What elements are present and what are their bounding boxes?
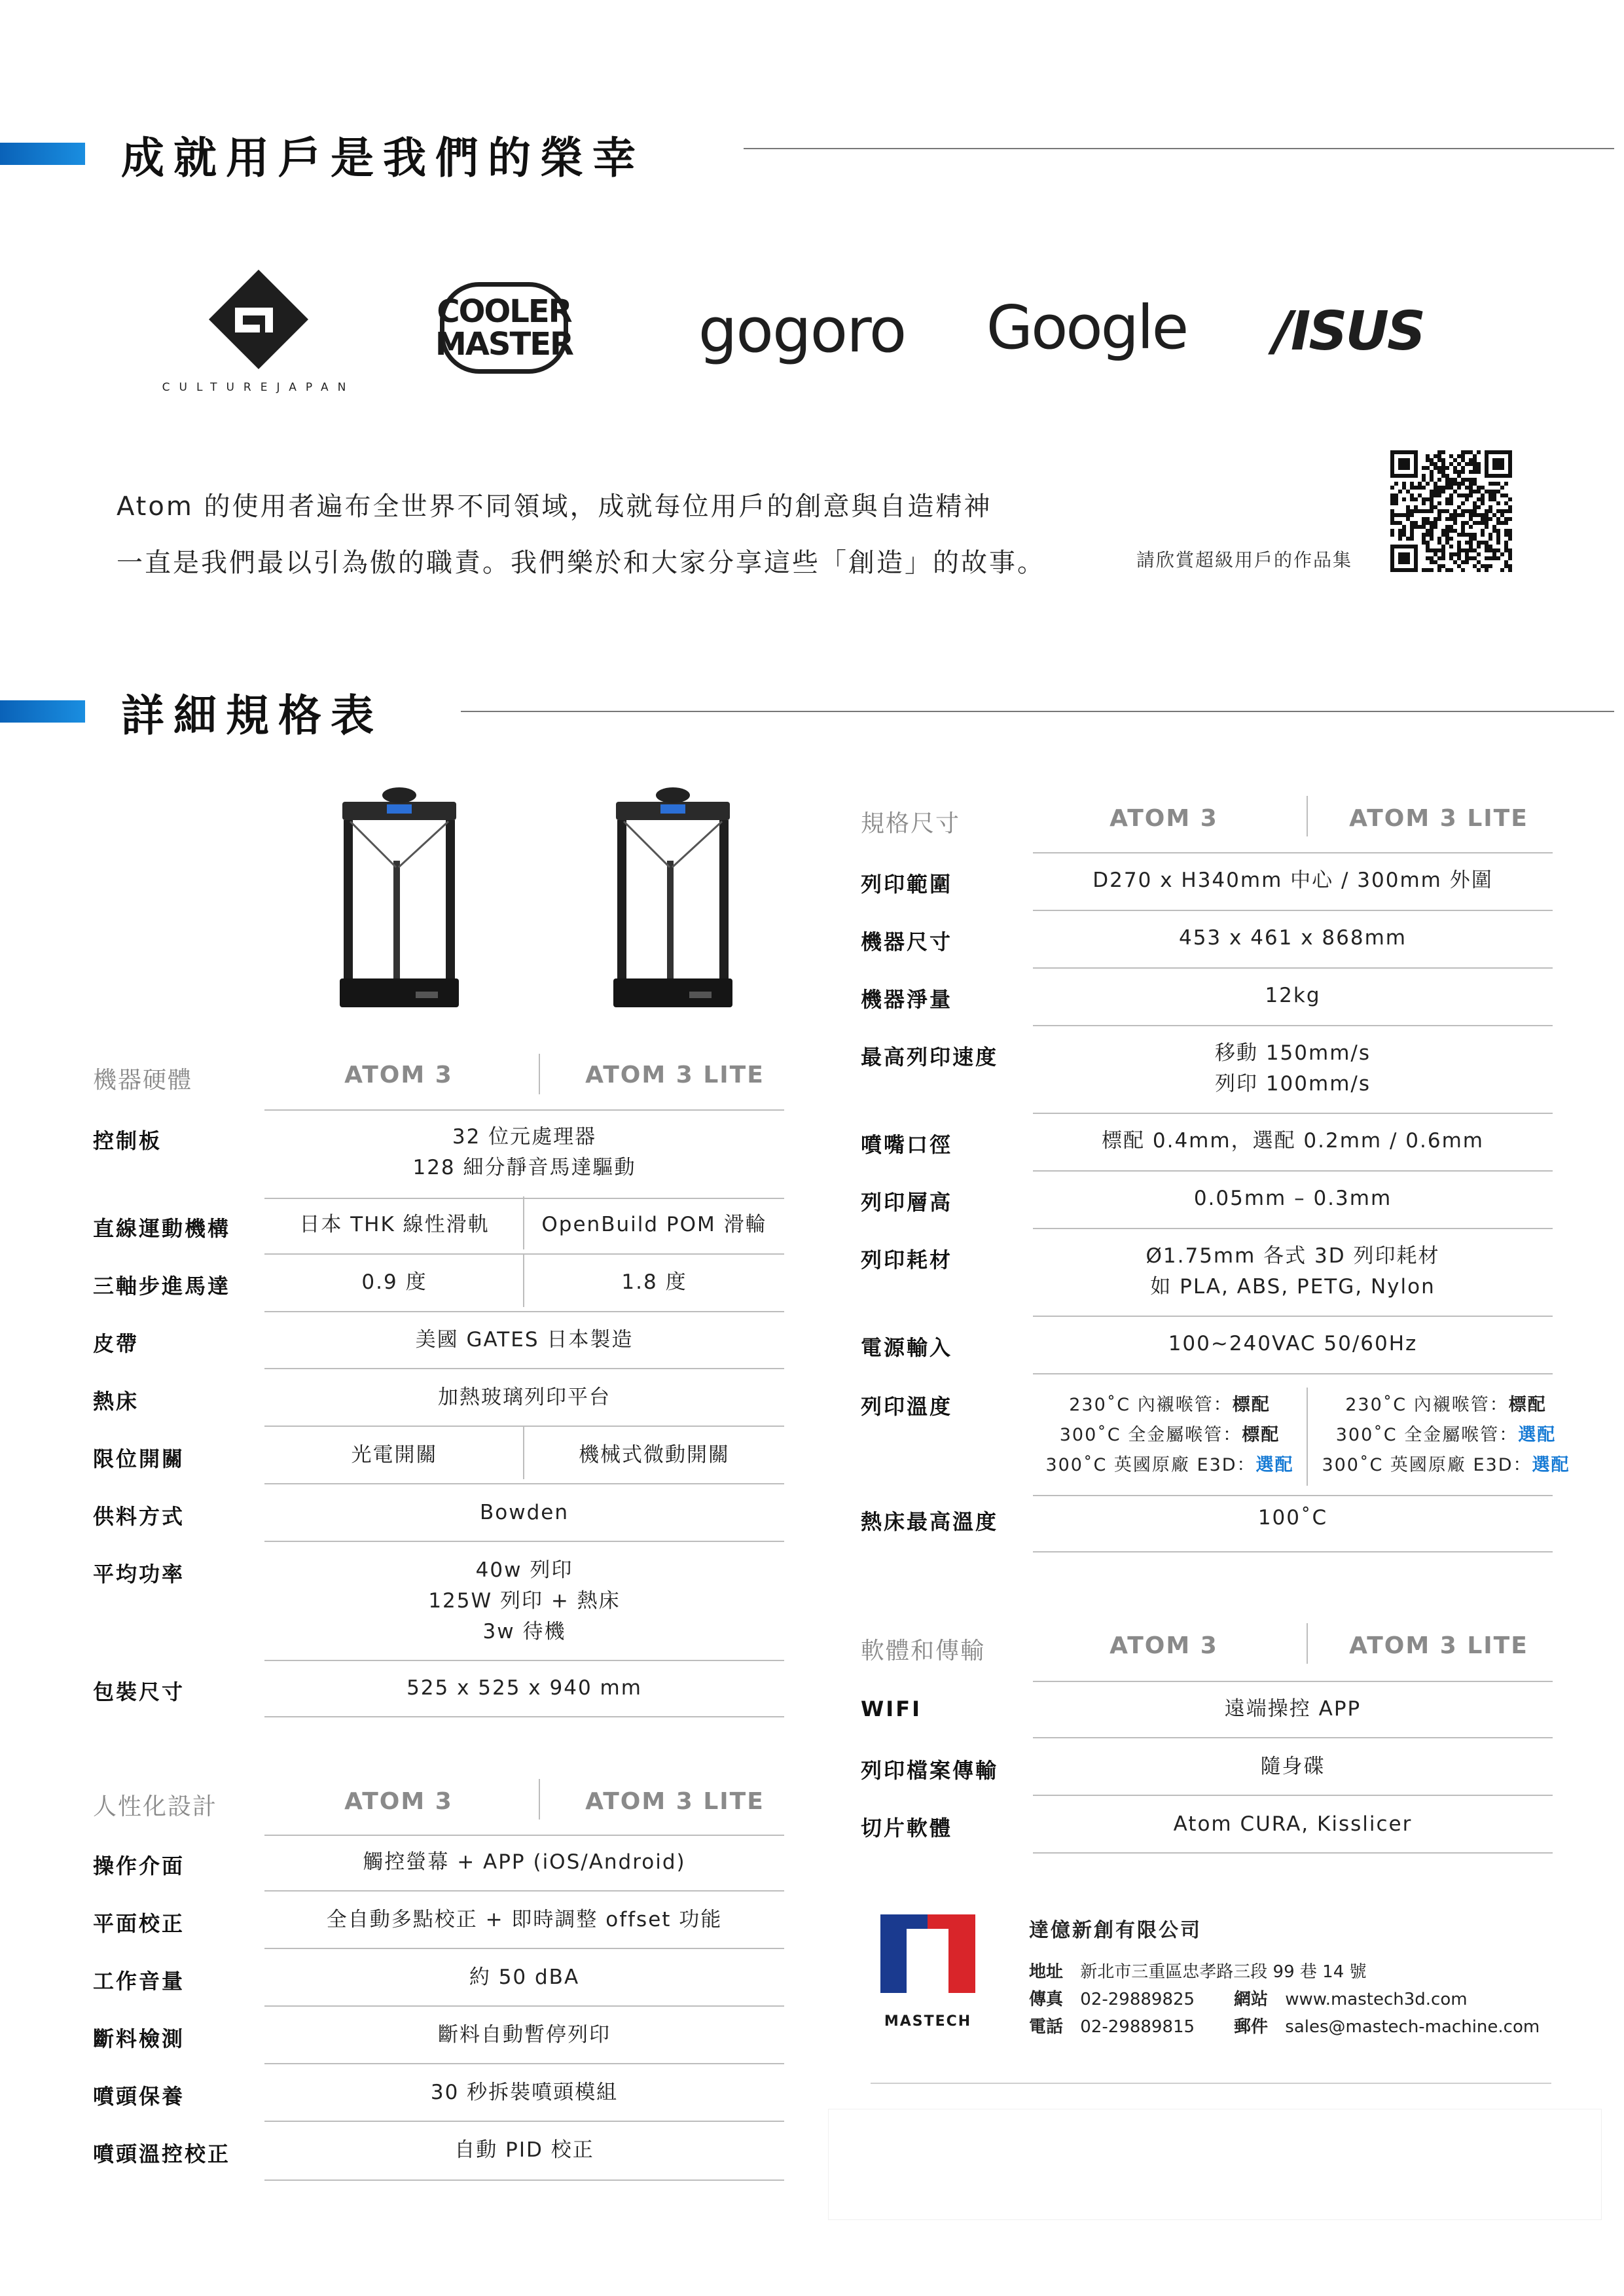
qr-caption: 請欣賞超級用戶的作品集	[1136, 549, 1353, 571]
spec-label: 皮帶	[93, 1331, 139, 1356]
row-rule	[264, 1426, 784, 1427]
phone-value: 02-29889815	[1080, 2017, 1195, 2037]
website-link[interactable]: www.mastech3d.com	[1285, 1990, 1468, 2009]
spec-value: 100~240VAC 50/60Hz	[1168, 1332, 1418, 1355]
row-rule	[1033, 1316, 1553, 1317]
address-label: 地址	[1029, 1962, 1064, 1982]
spec-label: 三軸步進馬達	[93, 1274, 231, 1299]
spec-label: 控制板	[93, 1128, 162, 1153]
atom3-lite-printer-image	[611, 782, 735, 1011]
company-address	[1029, 1958, 1367, 1982]
spec-value: 美國 GATES 日本製造	[415, 1328, 634, 1352]
spec-label: 列印耗材	[861, 1247, 953, 1272]
website-label: 網站	[1234, 1990, 1269, 2009]
spec-value: D270 x H340mm 中心 / 300mm 外圍	[1092, 869, 1493, 892]
col-divider	[1307, 1388, 1308, 1486]
section-accent-bar	[0, 143, 85, 165]
spec-value: Ø1.75mm 各式 3D 列印耗材 如 PLA, ABS, PETG, Nylon	[1146, 1244, 1440, 1299]
row-rule	[264, 1890, 784, 1892]
mastech-logo-icon	[880, 1914, 975, 2009]
spec-value-atom3-lite: OpenBuild POM 滑輪	[541, 1213, 767, 1236]
spec-value: Bowden	[480, 1501, 569, 1524]
temp-line1-text: 230˚C 內襯喉管：	[1345, 1395, 1509, 1415]
spec-label: 切片軟體	[861, 1816, 953, 1840]
row-rule	[1033, 1495, 1553, 1496]
spec-value: 全自動多點校正 + 即時調整 offset 功能	[326, 1908, 723, 1931]
col-divider	[539, 1779, 540, 1820]
spec-value: 32 位元處理器 128 細分靜音馬達驅動	[412, 1125, 636, 1179]
spec-value: 525 x 525 x 940 mm	[406, 1676, 642, 1700]
culturejapan-wordmark: CULTUREJAPAN	[162, 381, 355, 394]
email-link[interactable]: sales@mastech-machine.com	[1285, 2017, 1540, 2037]
hardware-col-atom3: ATOM 3	[344, 1062, 453, 1088]
fax-value: 02-29889825	[1080, 1990, 1195, 2009]
section-title-specs: 詳細規格表	[121, 691, 383, 741]
software-heading: 軟體和傳輸	[861, 1638, 986, 1664]
row-rule	[264, 1253, 784, 1255]
row-rule	[1033, 1373, 1553, 1374]
spec-label: 列印範圍	[861, 872, 953, 897]
row-rule	[264, 1483, 784, 1484]
spec-value: 0.05mm – 0.3mm	[1193, 1187, 1392, 1210]
temp-line2-tag: 選配	[1518, 1425, 1557, 1445]
address-value: 新北市三重區忠孝路三段 99 巷 14 號	[1080, 1962, 1367, 1982]
row-rule	[1033, 1025, 1553, 1026]
row-rule	[264, 1716, 784, 1717]
row-rule	[264, 1660, 784, 1661]
col-divider	[523, 1196, 524, 1249]
temp-line2-text: 300˚C 全金屬喉管：	[1059, 1425, 1242, 1445]
spec-value-atom3-lite: 機械式微動開關	[579, 1443, 730, 1467]
print-temp-atom3	[1033, 1390, 1307, 1480]
spec-label: 噴頭保養	[93, 2084, 185, 2109]
dimensions-heading: 規格尺寸	[861, 810, 961, 837]
company-website[interactable]	[1234, 1986, 1468, 2010]
spec-label: 直線運動機構	[93, 1216, 231, 1241]
asus-logo	[1250, 301, 1447, 361]
software-col-atom3-lite: ATOM 3 LITE	[1349, 1632, 1528, 1659]
hardware-heading: 機器硬體	[93, 1067, 193, 1094]
gogoro-logo	[694, 295, 910, 367]
hardware-col-atom3-lite: ATOM 3 LITE	[585, 1062, 765, 1088]
spec-value: 隨身碟	[1260, 1755, 1326, 1778]
spec-label: 斷料檢測	[93, 2026, 185, 2051]
spec-value: 30 秒拆裝噴頭模組	[430, 2081, 619, 2104]
col-divider	[523, 1254, 524, 1307]
temp-line3-text: 300˚C 英國原廠 E3D：	[1322, 1455, 1532, 1475]
spec-value: Atom CURA, Kisslicer	[1173, 1812, 1413, 1836]
row-rule	[264, 2121, 784, 2122]
spec-label: 限位開關	[93, 1446, 185, 1471]
qr-code-icon	[1390, 450, 1512, 572]
company-name: 達億新創有限公司	[1029, 1919, 1202, 1942]
asus-wordmark: /ISUS	[1272, 300, 1424, 363]
section-accent-bar	[0, 700, 85, 723]
spec-label: 熱床	[93, 1389, 139, 1414]
design-col-atom3: ATOM 3	[344, 1788, 453, 1815]
fax-label: 傳真	[1029, 1990, 1064, 2009]
col-divider	[1307, 796, 1308, 836]
atom3-printer-image	[337, 782, 461, 1011]
coolermaster-line1: COOLER	[437, 293, 571, 330]
dimensions-col-atom3: ATOM 3	[1110, 805, 1218, 832]
spec-label: 供料方式	[93, 1504, 185, 1529]
blank-footer-panel	[828, 2109, 1602, 2220]
row-rule	[1033, 1551, 1553, 1552]
row-rule	[1033, 1852, 1553, 1854]
temp-line1-tag: 標配	[1508, 1395, 1547, 1415]
spec-value: 12kg	[1265, 984, 1321, 1007]
row-rule	[1033, 1228, 1553, 1229]
row-rule	[1033, 1113, 1553, 1114]
qr-code[interactable]	[1390, 450, 1512, 572]
spec-value: 453 x 461 x 868mm	[1178, 926, 1407, 950]
temp-line1-text: 230˚C 內襯喉管：	[1069, 1395, 1233, 1415]
spec-label: 包裝尺寸	[93, 1679, 185, 1704]
spec-label: 平均功率	[93, 1562, 185, 1587]
spec-value: 斷料自動暫停列印	[438, 2023, 611, 2047]
row-rule	[264, 1198, 784, 1199]
spec-label: 列印檔案傳輸	[861, 1758, 999, 1783]
row-rule	[264, 1311, 784, 1312]
software-col-atom3: ATOM 3	[1110, 1632, 1218, 1659]
spec-value: 標配 0.4mm，選配 0.2mm / 0.6mm	[1102, 1129, 1484, 1153]
spec-value-atom3: 光電開關	[351, 1443, 438, 1467]
temp-line3-tag: 選配	[1255, 1455, 1294, 1475]
section-divider	[461, 711, 1614, 712]
spec-value: 約 50 dBA	[469, 1965, 580, 1989]
spec-label: 機器尺寸	[861, 929, 953, 954]
coolermaster-line2: MASTER	[435, 326, 573, 363]
row-rule	[1033, 1170, 1553, 1172]
spec-label: 平面校正	[93, 1911, 185, 1936]
intro-line-1: Atom 的使用者遍布全世界不同領域，成就每位用戶的創意與自造精神	[117, 492, 992, 522]
gogoro-wordmark: gogoro	[698, 295, 906, 367]
google-wordmark: Google	[986, 292, 1187, 363]
row-rule	[1033, 1737, 1553, 1738]
row-rule	[1033, 1681, 1553, 1682]
spec-label: 最高列印速度	[861, 1045, 999, 1069]
coolermaster-logo	[435, 278, 573, 378]
phone-label: 電話	[1029, 2017, 1064, 2037]
design-col-atom3-lite: ATOM 3 LITE	[585, 1788, 765, 1815]
spec-value: 移動 150mm/s 列印 100mm/s	[1214, 1041, 1371, 1096]
spec-label: 熱床最高溫度	[861, 1509, 999, 1534]
spec-value: 遠端操控 APP	[1224, 1697, 1362, 1721]
temp-line2-text: 300˚C 全金屬喉管：	[1335, 1425, 1519, 1445]
temp-line2-tag: 標配	[1242, 1425, 1280, 1445]
spec-value: 40w 列印 125W 列印 + 熱床 3w 待機	[428, 1558, 621, 1643]
row-rule	[1033, 852, 1553, 853]
spec-label: 列印層高	[861, 1190, 953, 1215]
row-rule	[264, 1835, 784, 1836]
col-divider	[539, 1054, 540, 1094]
spec-value-atom3-lite: 1.8 度	[621, 1270, 687, 1294]
row-rule	[1033, 967, 1553, 969]
company-fax	[1029, 1986, 1195, 2010]
spec-label: 操作介面	[93, 1854, 185, 1878]
spec-value: 觸控螢幕 + APP (iOS/Android)	[363, 1850, 686, 1874]
spec-label: 工作音量	[93, 1969, 185, 1994]
company-email[interactable]	[1234, 2013, 1540, 2037]
company-phone	[1029, 2013, 1195, 2037]
spec-label: 列印溫度	[861, 1394, 953, 1419]
row-rule	[264, 2005, 784, 2007]
spec-value: 自動 PID 校正	[454, 2138, 594, 2162]
spec-label: WIFI	[861, 1696, 922, 1721]
row-rule	[264, 1948, 784, 1949]
row-rule	[264, 2063, 784, 2064]
design-heading: 人性化設計	[93, 1793, 218, 1820]
temp-line3-text: 300˚C 英國原廠 E3D：	[1045, 1455, 1256, 1475]
col-divider	[523, 1427, 524, 1479]
print-temp-atom3-lite	[1309, 1390, 1583, 1480]
row-rule	[264, 1541, 784, 1542]
culturejapan-diamond-icon	[206, 267, 311, 372]
spec-value: 加熱玻璃列印平台	[438, 1386, 611, 1409]
spec-label: 電源輸入	[861, 1335, 953, 1360]
spec-label: 機器淨量	[861, 987, 953, 1012]
spec-label: 噴頭溫控校正	[93, 2142, 231, 2166]
footer-rule	[871, 2083, 1551, 2084]
row-rule	[264, 1368, 784, 1369]
spec-label: 噴嘴口徑	[861, 1132, 953, 1157]
section-title-users: 成就用戶是我們的榮幸	[121, 133, 645, 183]
row-rule	[1033, 910, 1553, 911]
section-divider	[744, 148, 1614, 149]
email-label: 郵件	[1234, 2017, 1269, 2037]
culturejapan-logo	[164, 262, 353, 399]
row-rule	[264, 2179, 784, 2181]
spec-value-atom3: 0.9 度	[361, 1270, 427, 1294]
row-rule	[264, 1109, 784, 1111]
mastech-wordmark: MASTECH	[884, 2013, 972, 2030]
spec-value-atom3: 日本 THK 線性滑軌	[299, 1213, 490, 1236]
google-logo	[979, 288, 1195, 367]
row-rule	[1033, 1795, 1553, 1796]
spec-value: 100˚C	[1257, 1506, 1328, 1530]
temp-line1-tag: 標配	[1232, 1395, 1271, 1415]
intro-line-2: 一直是我們最以引為傲的職責。我們樂於和大家分享這些「創造」的故事。	[117, 548, 1045, 578]
dimensions-col-atom3-lite: ATOM 3 LITE	[1349, 805, 1528, 832]
col-divider	[1307, 1623, 1308, 1664]
temp-line3-tag: 選配	[1532, 1455, 1570, 1475]
